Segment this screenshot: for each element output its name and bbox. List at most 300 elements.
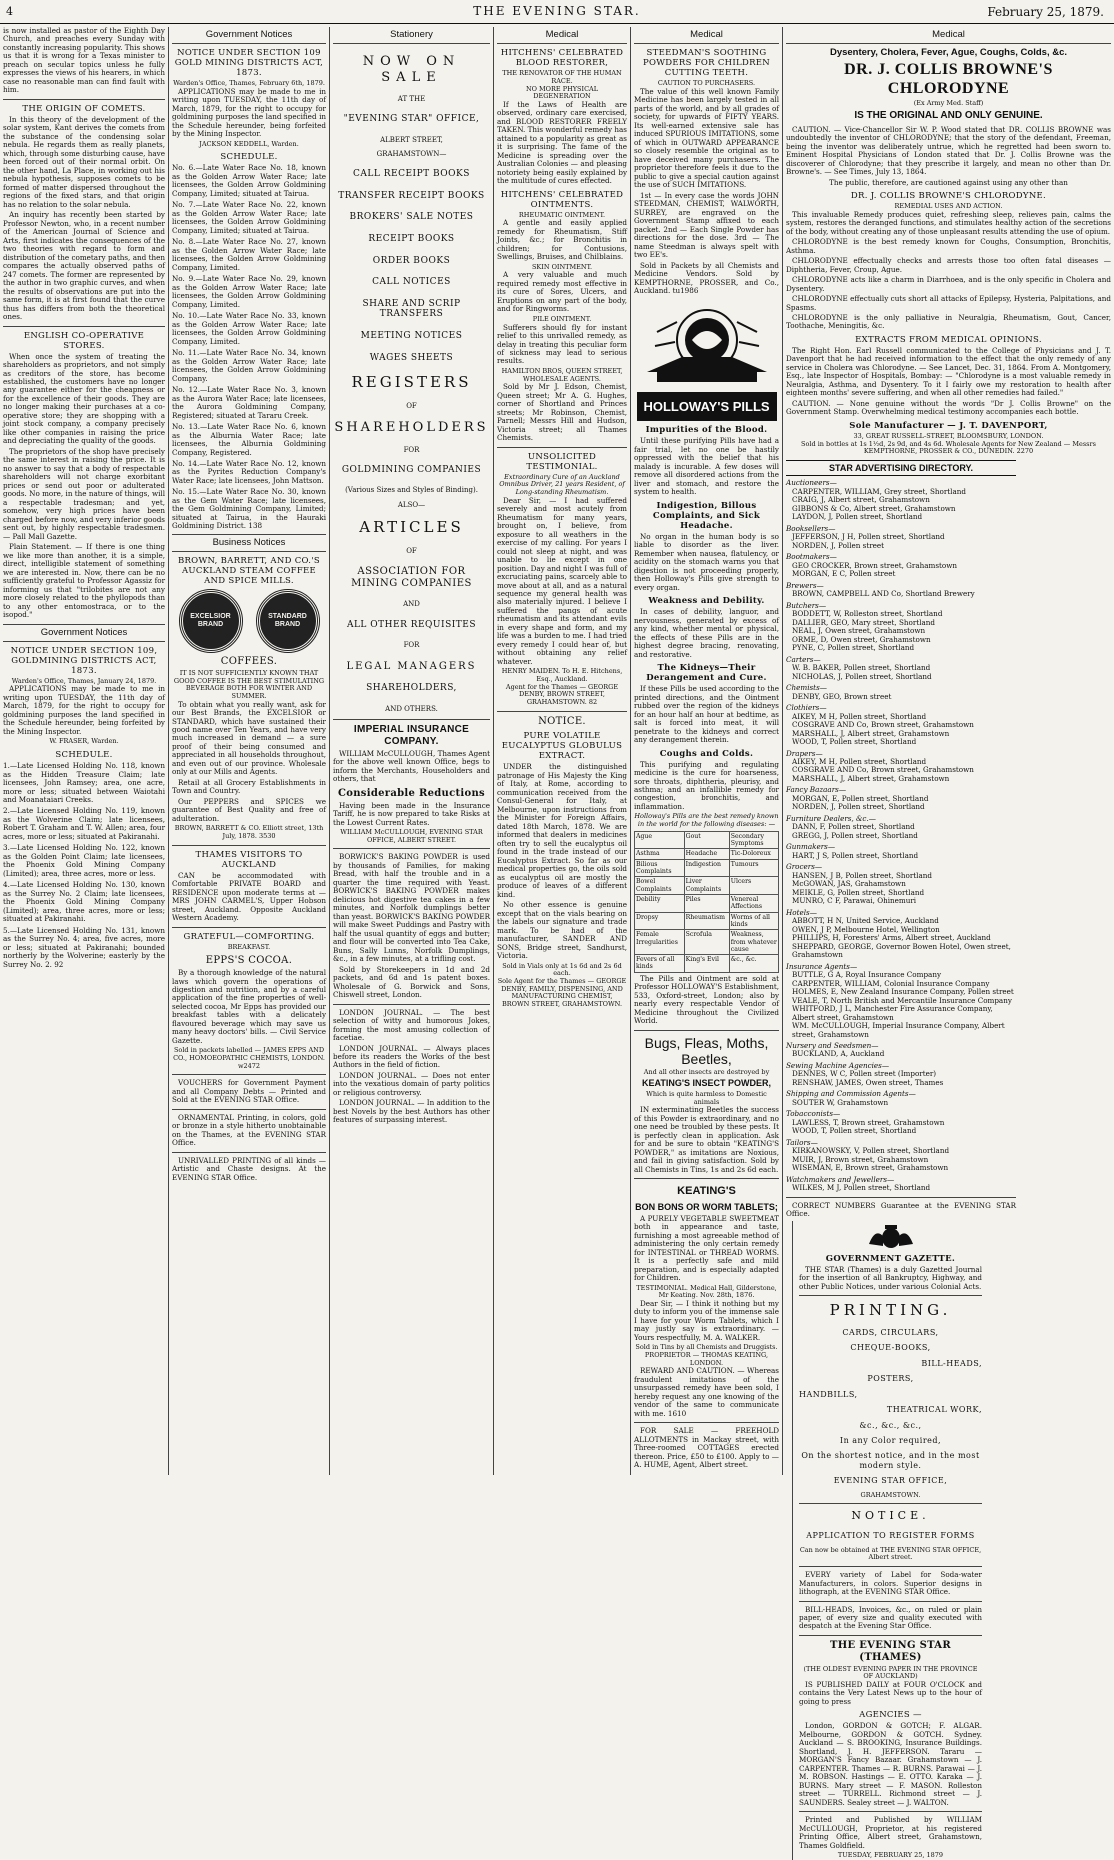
thames-agent: Agent for the Thames — GEORGE DENBY, BROWN STREET, GRAHAMSTOWN. 82	[505, 682, 619, 706]
epps-body: By a thorough knowledge of the natural laws which govern the operations of digestion and nutrition, and by a careful application of the fine properties of well-selected cocoa, Mr Epps has provided our breakfast tables with a delicately flavoured beverage which may save us many heavy doctors' bills. — Civil Service Gazette.	[172, 968, 326, 1045]
hitchens-ointments: HITCHENS' CELEBRATED OINTMENTS.	[500, 189, 624, 210]
worm-testimonial-body: Dear Sir, — I think it nothing but my duty to inform you of the immense sale I have for your Worm Tablets, which I may justly say is extraordinary. — Yours respectfully, M. A. WALKER.	[634, 1298, 779, 1342]
directory-entry: SOUTER W, Grahamstown	[792, 1097, 889, 1107]
section-header: Medical	[497, 27, 627, 44]
directory-entry: GREGG, J, Pollen street, Shortland	[792, 830, 918, 840]
directory-entry: MEIKLE, G, Pollen street, Shortland	[792, 887, 925, 897]
steedman-body: The value of this well known Family Medicine has been largely tested in all parts of the world, and by all grades of society, for upwards of FIFTY YEARS. Its well-earned extensive sale has induced SPURIOUS IMITATIONS, some of which in OUTWARD APPEARANCE so closely resemble the original as to have deceived many purchasers. The proprietor therefore feels it due to the public to give a special caution against the use of SUCH IMITATIONS.	[634, 86, 779, 190]
notice-title: NOTICE UNDER SECTION 109, GOLDMINING DISTRICTS ACT, 1873.	[10, 645, 158, 676]
print-town: GRAHAMSTOWN.	[860, 1490, 921, 1499]
directory-entry: DANN, F, Pollen street, Shortland	[792, 822, 915, 832]
imperial-insurance-body: Having been made in the Insurance Tariff, he is now prepared to take Risks at the Lowest Current Rates.	[333, 800, 490, 827]
directory-category: Booksellers—	[786, 523, 836, 533]
table-cell: Piles	[684, 894, 729, 912]
worm-tablets-title: BON BONS OR WORM TABLETS;	[635, 1202, 778, 1213]
schedule-item: No. 10.—Late Water Race No. 33, known as the Golden Arrow Water Race; late licensees, the Golden Arrow Goldmining Company, Limited.	[172, 311, 326, 346]
divider	[799, 1601, 982, 1602]
skin-title: SKIN OINTMENT.	[531, 262, 593, 271]
correct-numbers-ad: CORRECT NUMBERS Guarantee at the EVENING STAR Office.	[786, 1200, 1016, 1219]
directory-entry: VEALE, T, North British and Mercantile Insurance Company	[792, 995, 1012, 1005]
london-journal-ad: LONDON JOURNAL. — The best selection of witty and humorous Jokes, forming the most amusing collection of facetiae.	[333, 1007, 490, 1043]
schedule-item: No. 12.—Late Water Race No. 3, known as the Aurora Water Race; late licensees, the Aurora Goldmining Company, Registered; situated at Tararu Creek.	[172, 385, 326, 420]
schedule-item: No. 15.—Late Water Race No. 30, known as the Gem Water Race; late licensees, the Gem Goldmining Company, Limited; situated at Tairua, in the Hauraki Goldmining District. 138	[172, 487, 326, 531]
directory-category: Clothiers—	[786, 703, 827, 713]
hitchens-sold: Sold by Mr J. Edson, Chemist, Queen street; Mr A. G. Hughes, corner of Shortland and Princes streets; Mr Robinson, Chemist, Parnell; Messrs Hill and Hudson, Victoria street; all Thames Chemists.	[497, 382, 627, 443]
star-subtitle: (THE OLDEST EVENING PAPER IN THE PROVINCE OF AUCKLAND)	[803, 1664, 978, 1681]
directory-category: Grocers—	[786, 862, 823, 872]
at-the: AT THE	[397, 94, 426, 103]
coffees-title: COFFEES.	[220, 656, 278, 668]
hitchens-address: HAMILTON BROS, QUEEN STREET, WHOLESALE AGENTS.	[501, 366, 623, 383]
diseases-table	[634, 831, 779, 973]
gazette-body: THE STAR (Thames) is a duly Gazetted Journal for the insertion of all Bankruptcy, Highway, and other Public Notices, under various Colonial Acts.	[799, 1264, 982, 1291]
testimonial-title: UNSOLICITED TESTIMONIAL.	[526, 451, 598, 472]
divider	[799, 1503, 982, 1504]
coffee-claim: IT IS NOT SUFFICIENTLY KNOWN THAT GOOD COFFEE IS THE BEST STIMULATING BEVERAGE BOTH FOR WINTER AND SUMMER.	[173, 668, 325, 700]
divider	[634, 1178, 779, 1179]
sole-note: Sold in bottles at 1s 1½d, 2s 9d, and 4s 6d. Wholesale Agents for New Zealand — Messrs KEMPTHORNE, PROSSER & CO., DUNEDIN. 2270	[801, 439, 1096, 456]
worm-sold: Sold in Tins by all Chemists and Druggists.	[635, 1343, 778, 1352]
column-3	[329, 27, 493, 1475]
table-cell: Bowel Complaints	[635, 877, 685, 895]
stationery-item: ORDER BOOKS	[372, 255, 451, 266]
directory-entry: AIKEY, M H, Pollen street, Shortland	[792, 711, 927, 721]
table-row	[635, 912, 779, 930]
table-cell: Asthma	[635, 849, 685, 859]
divider	[799, 1566, 982, 1567]
and-label: AND	[403, 600, 420, 609]
comets-title: THE ORIGIN OF COMETS.	[22, 103, 146, 114]
divider	[172, 1152, 326, 1153]
office-name: "EVENING STAR" OFFICE,	[343, 114, 480, 125]
eucalyptus-body: UNDER the distinguished patronage of His Majesty the King of Italy, at Rome, according to communication received from the Consul-General for Italy, at Melbourne, upon instructions from the Minister for Foreign Affairs, dated 18th March, 1878. We are informed that dealers in medicines often try to sell the eucalyptus oil found in the trade instead of our Eucalyptus Extract. So far as our medical properties go, the oils sold as eucalyptus oil are mostly the produce of leaves of a different kind.	[497, 762, 627, 899]
office-address: ALBERT STREET,	[380, 135, 443, 144]
extracts-title: EXTRACTS FROM MEDICAL OPINIONS.	[855, 334, 1042, 345]
eucalyptus-title: PURE VOLATILE EUCALYPTUS GLOBULUS EXTRACT.	[501, 731, 623, 762]
issue-day: TUESDAY, FEBRUARY 25, 1879	[837, 1851, 944, 1860]
coffee-signature: BROWN, BARRETT & CO. Elliott street, 13th July, 1878. 3530	[174, 824, 324, 840]
section-header: Stationery	[333, 27, 490, 44]
section-header: Medical	[634, 27, 779, 44]
remedial-uses-title: REMEDIAL USES AND ACTION.	[894, 202, 1003, 211]
directory-entry: DENNES, W C, Pollen street (Importer)	[792, 1069, 937, 1079]
directory-entry: MARSHALL, J, Albert street, Grahamstown	[792, 773, 950, 783]
directory-entry: BROWN, CAMPBELL AND Co, Shortland Brewery	[792, 589, 975, 599]
hitchens-title: HITCHENS' CELEBRATED BLOOD RESTORER,	[500, 48, 624, 69]
agencies-list: London, GORDON & GOTCH; F. ALGAR. Melbourne, GORDON & GOTCH. Sydney. Auckland — S. BROOKING, Insurance Buildings. Shortland, J. H. JEFFERSON. Tararu — MORGAN'S Fancy Bazaar. Grahamstown — J. CARPENTER. Thames — R. BURNS. Parawai — J. M. ROBSON. Hastings — E. OTTO. Karaka — J. BURNS. Mary street — F. MASON. Rolleston street — TURRELL. Richmond street — J. SAUNDERS. Sealey street — J. WALTON.	[799, 1721, 982, 1807]
gazette-title: GOVERNMENT GAZETTE.	[825, 1253, 956, 1264]
directory-entry: SHEPPARD, GEORGE, Governor Bowen Hotel, Owen street, Grahamstown	[792, 941, 1011, 960]
coffee-spices: Our PEPPERS and SPICES we guarantee of Best Quality and free of adulteration.	[172, 796, 326, 823]
star-published: IS PUBLISHED DAILY at FOUR O'CLOCK and contains the Very Latest News up to the hour of going to press	[799, 1679, 982, 1706]
genuine-banner: IS THE ORIGINAL AND ONLY GENUINE.	[854, 109, 1043, 121]
schedule-item: No. 8.—Late Water Race No. 27, known as the Golden Arrow Water Race; late licensees, the Golden Arrow Goldmining Company, Limited.	[172, 237, 326, 272]
ex-army-note: (Ex Army Med. Staff)	[913, 99, 984, 108]
stationery-item: CALL NOTICES	[372, 277, 451, 288]
directory-category: Carters—	[786, 654, 821, 664]
divider	[799, 1295, 982, 1296]
divider	[172, 927, 326, 928]
directory-entry: KIRKANOWSKY, V, Pollen street, Shortland	[792, 1146, 950, 1156]
keating-proprietor: PROPRIETOR — THOMAS KEATING, LONDON.	[644, 1351, 769, 1367]
table-cell: Liver Complaints	[684, 877, 729, 895]
holloway-crest-icon	[637, 302, 777, 390]
extracts-body: The Right Hon. Earl Russell communicated to the College of Physicians and J. T. Davenport that he had received information to the effect that the only remedy of any service in Cholera was Chlorodyne. — See Lancet, Dec. 31, 1864. From A. Montgomery, Esq., late Inspector of Hospitals, Bombay: — "Chlorodyne is a most valuable remedy in Neuralgia, Asthma, and Dysentery. To it I fairly owe my restoration to health after eighteen months' severe suffering, and when all other remedies had failed."	[786, 345, 1111, 398]
page-number: 4	[6, 5, 13, 18]
excelsior-brand-badge: EXCELSIOR BRAND	[180, 590, 242, 652]
schedule-title: SCHEDULE.	[220, 152, 278, 163]
directory-entry: GIBBONS & Co, Albert street, Grahamstown	[792, 503, 956, 513]
schedule-item: 2.—Late Licensed Holding No. 119, known as the Wolverine Claim; late licensees, Robert T. Graham and T. W. Allen; area, four acres, more or less; situated at Pakiranahi.	[3, 806, 165, 841]
table-cell: Scrofula	[684, 930, 729, 955]
directory-entry: PHILLIPS, H, Foresters' Arms, Albert street, Auckland	[792, 933, 991, 943]
table-cell: Debility	[635, 894, 685, 912]
directory-entry: BUCKLAND, A, Auckland	[792, 1049, 885, 1059]
chlorodyne-caution-2: The public, therefore, are cautioned against using any other than	[829, 177, 1068, 187]
chlorodyne-use: CHLORODYNE is the best remedy known for Coughs, Consumption, Bronchitis, Asthma.	[786, 237, 1111, 255]
eucalyptus-sold: Sold in Vials only at 1s 6d and 2s 6d each.	[502, 961, 622, 978]
coughs-body: This purifying and regulating medicine is the cure for hoarseness, sore throats, diphtheria, pleurisy, and asthma; and an infallible remedy for congestion, bronchitis, and inflammation.	[634, 759, 779, 811]
printed-published: Printed and Published by WILLIAM McCULLOUGH, Proprietor, at his registered Printing Office, Albert street, Grahamstown, Thames Goldfield.	[799, 1815, 982, 1850]
table-row	[635, 955, 779, 973]
imperial-insurance-body: WILLIAM McCULLOUGH, Thames Agent for the above well known Office, begs to inform the Merchants, Householders and others, that	[333, 748, 490, 784]
directory-entry: NORDEN, J, Pollen street	[792, 540, 885, 550]
print-office: EVENING STAR OFFICE,	[833, 1476, 948, 1486]
schedule-item: No. 11.—Late Water Race No. 34, known as the Golden Arrow Water Race; late licensees, the Golden Arrow Goldmining Company.	[172, 348, 326, 383]
chlorodyne-use: CHLORODYNE effectually checks and arrests those too often fatal diseases — Diphtheria, Fever, Croup, Ague.	[786, 256, 1111, 274]
and-others: AND OTHERS.	[385, 704, 438, 713]
directory-entry: DENBY, GEO, Brown street	[792, 691, 892, 701]
articles-heading: ARTICLES	[359, 517, 464, 536]
divider	[799, 1811, 982, 1812]
divider	[333, 719, 490, 720]
chlorodyne-title: DR. J. COLLIS BROWNE'S CHLORODYNE	[844, 61, 1053, 98]
directory-category: Gunmakers—	[786, 842, 836, 852]
directory-entry: COSGRAVE AND Co, Brown street, Grahamstown	[792, 720, 974, 730]
table-row	[635, 831, 779, 849]
table-row	[635, 894, 779, 912]
sole-manufacturer: Sole Manufacturer — J. T. DAVENPORT,	[849, 420, 1048, 431]
directory-entry: RENSHAW, JAMES, Owen street, Thames	[792, 1077, 944, 1087]
table-cell: Tumours	[729, 859, 778, 877]
kidneys-body: If these Pills be used according to the printed directions, and the Ointment rubbed over the region of the kidneys for an hour half an hour at bedtime, as salt is forced into meat, it will penetrate to the kidneys and correct any derangement therein.	[634, 684, 779, 745]
directory-category: Furniture Dealers, &c.—	[786, 813, 876, 823]
directory-entry: MARSHALL, J, Albert street, Grahamstown	[792, 728, 950, 738]
sole-address: 33, GREAT RUSSELL-STREET, BLOOMSBURY, LONDON.	[853, 431, 1044, 440]
table-cell: &c., &c.	[729, 955, 778, 973]
schedule-item: No. 6.—Late Water Race No. 18, known as the Golden Arrow Water Race; late licensees, the Golden Arrow Goldmining Company, Limited; situated at Tairua.	[172, 163, 326, 198]
coop-paragraph: The proprietors of the shop have precisely the same interest in raising the price. It is no answer to say that a body of respectable shareholders will not charge exorbitant prices or send out poor or adulterated goods. No more, in the nature of things, will a respectable tradesman; and yet, somehow, very high prices have been charged before now, and very inferior goods sent out, by highly respectable tradesmen. — Pall Mall Gazette.	[3, 446, 165, 541]
office-town: GRAHAMSTOWN—	[376, 149, 447, 158]
chlorodyne-use: CHLORODYNE acts like a charm in Diarrhoea, and is the only specific in Cholera and Dysentery.	[786, 275, 1111, 293]
testimonial-subtitle: Extraordinary Cure of an Auckland Omnibus Driver, 21 years Resident, of Long-standing Rheumatism.	[499, 472, 625, 497]
standard-brand-badge: STANDARD BRAND	[257, 590, 319, 652]
column-2	[168, 27, 329, 1475]
divider	[497, 447, 627, 448]
table-cell: Secondary Symptoms	[729, 831, 778, 849]
directory-entry: WOOD, T, Pollen street, Shortland	[792, 737, 917, 747]
directory-category: Auctioneers—	[786, 478, 837, 488]
keating-insect-powder: KEATING'S INSECT POWDER,	[642, 1078, 771, 1089]
bugs-subtitle: And all other insects are destroyed by	[643, 1067, 770, 1076]
eucalyptus-note: No other essence is genuine except that on the vials bearing on the labels our signature and trade mark. To be had of the manufacturer, SANDER AND SONS, Bridge street, Sandhurst, Victoria.	[497, 900, 627, 961]
right-ads	[792, 1221, 982, 1860]
stationery-item: SHARE AND SCRIP TRANSFERS	[362, 298, 461, 320]
directory-entry: NEAL, J, Owen street, Grahamstown	[792, 626, 926, 636]
directory-category: Hotels—	[786, 907, 817, 917]
coffee-retail: Retail at all Grocery Establishments in Town and Country.	[172, 777, 326, 796]
schedule-item: 1.—Late Licensed Holding No. 118, known as the Hidden Treasure Claim; late licensees, John Ramsey; area, one acre, more or less; situated between Waiotahi and Moanataiari Creeks.	[3, 761, 165, 804]
borwick-ad: BORWICK'S BAKING POWDER is used by thousands of Families, for making Bread, with half the trouble and in a quarter the time required with Yeast. BORWICK'S BAKING POWDER makes delicious hot digestive tea cakes in a few minutes, and Norfolk dumplings better than yeast. BORWICK'S BAKING POWDER will make Sweet Puddings and Pastry with half the usual quantity of eggs and butter; and flour will be converted into Tea Cake, Buns, Sally Lunns, Norfolk Dumplings, &c., in a few minutes, at a trifling cost.	[333, 852, 490, 964]
divider	[172, 845, 326, 846]
divider	[3, 99, 165, 100]
bugs-body: IN exterminating Beetles the success of this Powder is extraordinary, and no one need be troubled by these pests. It is perfectly clean in application. Ask for and be sure to obtain "KEATING'S POWDER," as imitations are Noxious, and fail in giving satisfaction. Sold by all Chemists in Tins, 1s and 2s 6d each.	[634, 1105, 779, 1174]
kidneys-title: The Kidneys—Their Derangement and Cure.	[646, 663, 767, 684]
of-label: OF	[406, 402, 417, 410]
steedman-caution: CAUTION TO PURCHASERS.	[657, 79, 756, 88]
pills-sold: The Pills and Ointment are sold at Professor HOLLOWAY'S Establishment, 533, Oxford-street, London; also by nearly every respectable Vendor of Medicine throughout the Civilized World.	[634, 973, 779, 1026]
table-cell: Venereal Affections	[729, 894, 778, 912]
directory-category: Bootmakers—	[786, 552, 837, 562]
coop-title: ENGLISH CO-OPERATIVE STORES.	[23, 330, 145, 351]
thames-visitors-title: THAMES VISITORS TO AUCKLAND	[195, 849, 303, 870]
section-header: Government Notices	[3, 624, 165, 642]
london-journal-ad: LONDON JOURNAL. — Always places before its readers the Works of the best Authors in the field of fiction.	[333, 1043, 490, 1070]
divider	[333, 1004, 490, 1005]
divider	[786, 1197, 1016, 1198]
directory-category: Shipping and Commission Agents—	[786, 1089, 916, 1099]
divider	[172, 1074, 326, 1075]
issue-date: February 25, 1879.	[987, 5, 1104, 19]
now-on-sale: NOW ON SALE	[362, 54, 461, 85]
masthead	[0, 0, 1114, 24]
directory-entry: ORME, D, Owen street, Grahamstown	[792, 634, 931, 644]
directory-category: Fancy Bazaars—	[786, 785, 847, 795]
thames-visitors-body: CAN be accommodated with Comfortable PRIVATE BOARD and RESIDENCE upon moderate terms at — MRS JOHN CARMEL'S, Upper Hobson street, Auckland. Opposite Auckland Western Academy.	[172, 870, 326, 923]
notice-body: APPLICATIONS may be made to me in writing upon TUESDAY, the 11th day of March, 1879, for the right to occupy for goldmining purposes the land specified in the Schedule hereunder, being forfeited by the Mining Inspector.	[3, 684, 165, 736]
directory-entry: OWEN, J P, Melbourne Hotel, Wellington	[792, 924, 940, 934]
legal-managers: LEGAL MANAGERS	[346, 660, 477, 672]
epps-tagline: GRATEFUL—COMFORTING.	[183, 931, 315, 942]
directory-category: Brewers—	[786, 580, 824, 590]
directory-entry: NICHOLAS, J, Pollen street, Shortland	[792, 671, 932, 681]
directory-category: Drapers—	[786, 748, 823, 758]
notice-office: Warden's Office, Thames, January 24, 1879.	[11, 676, 157, 685]
indigestion-title: Indigestion, Billous Complaints, and Sick Headache.	[652, 500, 761, 531]
imperial-insurance-signature: WILLIAM McCULLOUGH, EVENING STAR OFFICE, ALBERT STREET.	[340, 828, 483, 844]
epps-sold: Sold in packets labelled — JAMES EPPS AND CO., HOMOEOPATHIC CHEMISTS, LONDON. w2472	[173, 1046, 325, 1070]
pile-title: PILE OINTMENT.	[532, 314, 592, 323]
directory-category: Nursery and Seedsmen—	[786, 1041, 879, 1050]
imperial-insurance-title: IMPERIAL INSURANCE COMPANY.	[353, 724, 470, 748]
keating-title: KEATING'S	[677, 1185, 736, 1198]
directory-title: STAR ADVERTISING DIRECTORY.	[786, 460, 1016, 477]
london-journal-ad: LONDON JOURNAL. — In addition to the best Novels by the best Authors has other features of surpassing interest.	[333, 1098, 490, 1125]
directory-entry: LAWLESS, T, Brown street, Grahamstown	[792, 1117, 945, 1127]
column-5	[630, 27, 782, 1475]
directory-entry: WM. McCULLOUGH, Imperial Insurance Company, Albert street, Grahamstown	[792, 1021, 1005, 1039]
directory-entry: MORGAN, E, Pollen street, Shortland	[792, 793, 929, 803]
hitchens-subtitle: THE RENOVATOR OF THE HUMAN RACE.	[502, 69, 622, 85]
divider	[634, 1422, 779, 1423]
holloway-sign: HOLLOWAY'S PILLS	[637, 392, 777, 421]
stationery-item: WAGES SHEETS	[369, 352, 454, 363]
schedule-item: No. 13.—Late Water Race No. 6, known as the Alburnia Water Race; late licensees, the Alburnia Goldmining Company, Registered.	[172, 422, 326, 457]
labels-ad: EVERY variety of Label for Soda-water Manufacturers, in colors. Superior designs in lithograph, at the EVENING STAR Office.	[799, 1570, 982, 1597]
hitchens-body: If the Laws of Health are observed, ordinary care exercised, and BLOOD RESTORER FREELY TAKEN. This wonderful remedy has attained to a popularity as great as it is surprising. The fame of the Medicine is spreading over the Australian Colonies — and pleasing notoriety being easily explained by the multitude of cures effected.	[497, 99, 627, 186]
unrivalled-ad: UNRIVALLED PRINTING of all kinds — Artistic and Chaste designs. At the EVENING STAR Office.	[172, 1155, 326, 1182]
chlorodyne-use: This invaluable Remedy produces quiet, refreshing sleep, relieves pain, calms the system, restores the deranged functions, and stimulates healthy action of the secretions of the body, without creating any of those unpleasant results attending the use of opium.	[786, 209, 1111, 236]
chlorodyne-use: CHLORODYNE is the only palliative in Neuralgia, Rheumatism, Gout, Cancer, Toothache, Meningitis, &c.	[786, 313, 1111, 331]
skin-body: A very valuable and much required remedy most effective in its cure of Sores, Ulcers, and Eruptions on any part of the body, and for Ringworms.	[497, 270, 627, 314]
divider	[3, 326, 165, 327]
worm-testimonial-title: TESTIMONIAL. Medical Hall, Gilderstone, Mr Keating. Nov. 28th, 1876.	[636, 1283, 777, 1300]
coop-paragraph: When once the system of treating the shareholders as proprietors, and not simply as creditors of the store, has become established, the customers have no longer any guarantee either for the cheapness or for the excellence of their goods. They are no longer making their purchases at a co-operative store; they are shopping with a joint stock company, a company precisely like other companies in raising the price and depreciating the quality of the goods.	[3, 351, 165, 446]
freehold-sale-ad: FOR SALE — FREEHOLD ALLOTMENTS in Mackay street, with Three-roomed COTTAGES erected thereon. Price, £50 to £100. Apply to — A. HUME, Agent, Albert street.	[634, 1426, 779, 1470]
coffee-body: To obtain what you really want, ask for our Best Brands, the EXCELSIOR or STANDARD, which have sustained their good name over Ten Years, and have very much increased in demand — a sure proof of their being consumed and appreciated in all households throughout, and even out of our province. Wholesale only at our Mills and Agents.	[172, 699, 326, 777]
directory-entry: HOLMES, E, New Zealand Insurance Company, Pollen street	[792, 987, 1014, 997]
table-cell: Ulcers	[729, 877, 778, 895]
notice-title: NOTICE UNDER SECTION 109 GOLD MINING DISTRICTS ACT, 1873.	[174, 48, 324, 79]
directory-entry: AIKEY, M H, Pollen street, Shortland	[792, 756, 927, 766]
steedman-points: 1st — In every case the words JOHN STEEDMAN, CHEMIST, WALWORTH, SURREY, are engraved on the Government Stamp affixed to each packet. 2nd — Each Single Powder has directions for the dose. 3rd — The name Steedman is always spelt with two EE's.	[634, 190, 779, 260]
intro-text: is now installed as pastor of the Eighth Day Church, and preaches every Sunday with constantly increasing popularity. This shows us that it is wrong for a Texas minister to preach on secular topics unless he fully expresses the views of his hearers, in which case no reasonable man can find fault with him.	[3, 26, 165, 95]
directory-category: Tobacconists—	[786, 1109, 841, 1119]
directory-entry: HART, J S, Pollen street, Shortland	[792, 850, 919, 860]
table-cell: Dropsy	[635, 912, 685, 930]
schedule-item: No. 9.—Late Water Race No. 29, known as the Golden Arrow Water Race; late licensees, the Golden Arrow Goldmining Company, Limited.	[172, 274, 326, 309]
chlorodyne-name: DR. J. COLLIS BROWNE'S CHLORODYNE.	[850, 191, 1047, 201]
directory-entry: MUIR, J, Brown street, Grahamstown	[792, 1154, 929, 1164]
indigestion-body: No organ in the human body is so liable to disorder as the liver. Remember when nausea, flatulency, or acidity on the stomach warns you that digestion is not proceeding properly, then Holloway's Pills give strength to every organ.	[634, 531, 779, 592]
column-1	[0, 27, 168, 1475]
denby-agent: Sole Agent for the Thames — GEORGE DENBY, FAMILY, DISPENSING, AND MANUFACTURING CHEMIST, BROWN STREET, GRAHAMSTOWN.	[497, 976, 627, 1008]
stationery-item: TRANSFER RECEIPT BOOKS	[338, 190, 485, 201]
billheads-ad: BILL-HEADS, Invoices, &c., on ruled or plain paper, of every size and quality executed with despatch at the Evening Star Office.	[799, 1604, 982, 1631]
plain-statement: Plain Statement. — If there is one thing we like more than another, it is a simple, direct, intelligible statement of something we are interested in. Now, there can be no sufficiently grateful to Professor Agassiz for informing us that "trilobites are not any more closely related to the phyllopods than to any other entomostraca, or to the isopod."	[3, 542, 165, 620]
of-label: OF	[406, 546, 417, 555]
comets-paragraph: In this theory of the development of the solar system, Kant derives the comets from the substance of the condensing solar nebula. He regards them as really planets, which, through some disturbing cause, have been forced out of their normal orbit. On the other hand, La Place, in working out his nebula hypothesis, supposes comets to be formed of matter dispersed throughout the regions of the fixed stars, and that origin has no relation to the solar nebula.	[3, 114, 165, 209]
directory-entry: COSGRAVE AND Co, Brown street, Grahamstown	[792, 765, 974, 775]
table-cell: Weakness, from whatever cause	[730, 931, 777, 953]
directory-entry: MUNRO, C F, Parawai, Ohinemuri	[792, 896, 917, 906]
directory-entry: CARPENTER, WILLIAM, Colonial Insurance Company	[792, 978, 990, 988]
epps-cocoa-title: EPPS'S COCOA.	[205, 955, 293, 967]
table-cell: Female Irregularities	[635, 930, 685, 955]
shareholders-line: SHAREHOLDERS,	[366, 683, 457, 694]
pills-note: Holloway's Pills are the best remedy known in the world for the following diseases: —	[634, 812, 779, 829]
table-cell: Tic-Doloreux	[729, 849, 778, 859]
coffee-badges	[172, 590, 326, 652]
table-cell: Bilious Complaints	[635, 859, 685, 877]
print-item: HANDBILLS,	[799, 1389, 858, 1399]
caution-stamp: CAUTION. — None genuine without the words "Dr J. Collis Browne" on the Government Stamp. Overwhelming medical testimony accompanies each bottle.	[786, 398, 1111, 417]
binding-sizes: (Various Sizes and Styles of Binding).	[345, 486, 478, 495]
schedule-item: 3.—Late Licensed Holding No. 122, known as the Golden Point Claim; late licensees, the Phoenix Gold Mining Company (Limited); area, three acres, more or less.	[3, 843, 165, 878]
printing-heading: PRINTING.	[829, 1301, 952, 1320]
directory-entry: PYNE, C, Pollen street, Shortland	[792, 643, 915, 653]
directory-entry: BUTTLE, G A, Royal Insurance Company	[792, 970, 942, 980]
requisites-heading: ALL OTHER REQUISITES	[346, 619, 477, 630]
notice-body: APPLICATIONS may be made to me in writing upon TUESDAY, the 11th day of March, 1879, for the right to occupy for goldmining purposes the land specified in the Schedule hereunder, being forfeited by the Mining Inspector.	[172, 86, 326, 139]
divider	[497, 711, 627, 712]
directory-entry: DALLIER, GEO, Mary street, Shortland	[792, 617, 936, 627]
table-cell: Fevers of all kinds	[635, 955, 685, 973]
schedule-item: 5.—Late Licensed Holding No. 131, known as the Surrey No. 4; area, five acres, more or less; situated at Pakiranahi; bounded northerly by the Wolverine; easterly by the Surrey No. 2. 92	[3, 925, 165, 969]
directory-entry: GEO CROCKER, Brown street, Grahamstown	[792, 560, 958, 570]
notice-signature: JACKSON KEDDELL, Warden.	[199, 139, 299, 148]
divider	[634, 1030, 779, 1031]
directory-entry: CARPENTER, WILLIAM, Grey street, Shortland	[792, 486, 966, 496]
notice-office: Warden's Office, Thames, February 6th, 1879.	[173, 79, 325, 88]
directory-list	[786, 479, 1016, 1192]
print-item: POSTERS,	[867, 1374, 914, 1384]
holloway-emblem	[637, 302, 777, 422]
for-label: FOR	[403, 445, 420, 454]
also-label: ALSO—	[397, 500, 426, 509]
bugs-title: Bugs, Fleas, Moths, Beetles,	[644, 1034, 769, 1068]
print-item: CARDS, CIRCULARS,	[842, 1327, 939, 1337]
directory-category: Butchers—	[786, 600, 827, 610]
divider	[799, 1635, 982, 1636]
directory-category: Tailors—	[786, 1137, 818, 1147]
directory-entry: WHITFORD, J L, Manchester Fire Assurance Company, Albert street, Grahamstown	[792, 1004, 993, 1022]
table-cell: King's Evil	[684, 955, 729, 973]
column-6	[782, 27, 1114, 1860]
section-header: Business Notices	[172, 534, 326, 552]
section-header: Government Notices	[172, 27, 326, 44]
directory-entry: MORGAN, E C, Pollen street	[792, 569, 896, 579]
chlorodyne-caution: CAUTION. — Vice-Chancellor Sir W. P. Wood stated that DR. COLLIS BROWNE was undoubtedly the inventor of CHLORODYNE; that the story of the defendant, Freeman, being the inventor was deliberately untrue, which he regretted had been sworn to. Eminent Hospital Physicians of London stated that Dr. J. Collis Browne was the discoverer of Chlorodyne; that they prescribe it largely, and mean no other than Dr. Browne's. — See Times, July 13, 1864.	[786, 124, 1111, 177]
print-item: THEATRICAL WORK,	[886, 1405, 982, 1415]
divider	[333, 848, 490, 849]
section-header: Medical	[786, 27, 1111, 44]
stationery-item: MEETING NOTICES	[360, 331, 463, 342]
directory-entry: CRAIG, J, Albert street, Grahamstown	[792, 495, 930, 505]
table-cell: Ague	[635, 831, 685, 849]
impurities-title: Impurities of the Blood.	[645, 425, 768, 436]
pile-body: Sufferers should fly for instant relief to this unrivalled remedy, as delay in treating this peculiar form of sickness may lead to serious results.	[497, 322, 627, 366]
agencies-title: AGENCIES —	[859, 1710, 922, 1721]
star-title: THE EVENING STAR (THAMES)	[830, 1639, 951, 1663]
table-row	[635, 930, 779, 955]
association-heading: ASSOCIATION FOR MINING COMPANIES	[351, 565, 472, 589]
table-cell: Indigestion	[684, 859, 729, 877]
advertising-directory	[786, 456, 1016, 1221]
directory-entry: WILKES, M J, Pollen street, Shortland	[792, 1183, 931, 1193]
schedule-title: SCHEDULE.	[55, 750, 113, 761]
print-colour: In any Color required,	[839, 1435, 942, 1445]
vouchers-ad: VOUCHERS for Government Payment and all Company Debts — Printed and Sold at the EVENING STAR Office.	[172, 1078, 326, 1105]
dysentery-heading: Dysentery, Cholera, Fever, Ague, Coughs, Colds, &c.	[829, 47, 1068, 59]
stationery-item: BROKERS' SALE NOTES	[349, 212, 474, 223]
stationery-item: RECEIPT BOOKS	[368, 234, 455, 245]
goldmining-companies: GOLDMINING COMPANIES	[341, 464, 482, 475]
table-row	[635, 859, 779, 877]
directory-entry: JEFFERSON, J H, Pollen street, Shortland	[792, 532, 945, 542]
print-item: &c., &c., &c.,	[859, 1420, 922, 1430]
for-label: FOR	[403, 641, 420, 650]
worm-tablets-body: A PURELY VEGETABLE SWEETMEAT both in appearance and taste, furnishing a most agreeable method of administering the only certain remedy for INTESTINAL or THREAD WORMS. It is a perfectly safe and mild preparation, and is especially adapted for Children.	[634, 1213, 779, 1283]
directory-entry: LAYDON, J, Pollen street, Shortland	[792, 512, 923, 522]
impurities-body: Until these purifying Pills have had a fair trial, let no one be hastily oppressed with the belief that his malady is incurable. A few doses will remove all disordered actions from the liver and stomach, and restore the system to health.	[634, 436, 779, 497]
directory-entry: McGOWAN, JAS, Grahamstown	[792, 879, 906, 889]
hitchens-tagline: NO MORE PHYSICAL DEGENERATION	[525, 84, 599, 101]
directory-category: Watchmakers and Jewellers—	[786, 1174, 895, 1184]
considerable-reductions: Considerable Reductions	[338, 787, 485, 799]
column-4	[493, 27, 630, 1475]
newspaper-title: THE EVENING STAR.	[473, 4, 641, 18]
